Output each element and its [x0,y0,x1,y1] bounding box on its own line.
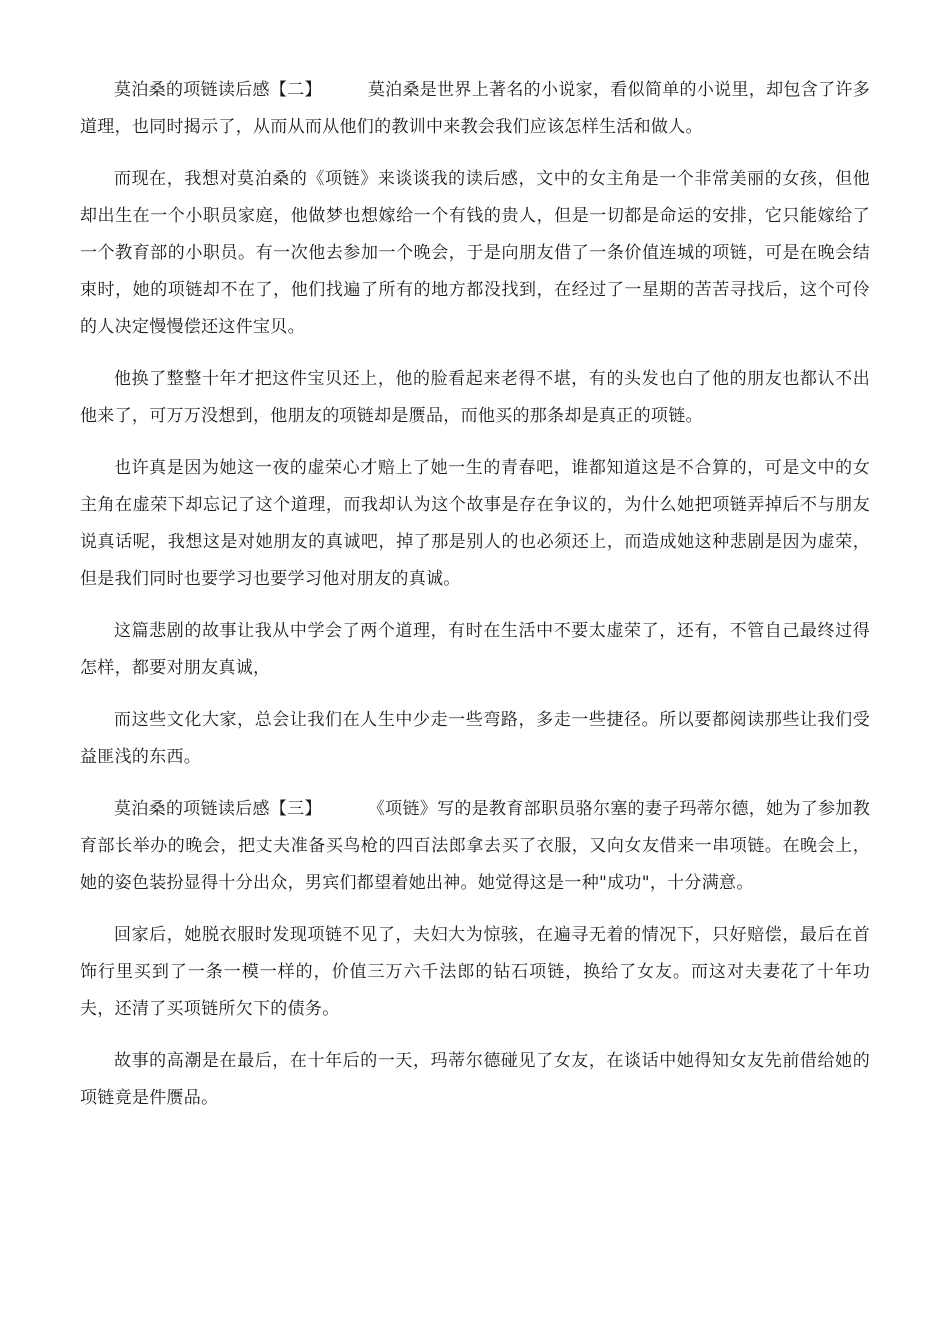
paragraph [80,450,870,598]
document-page [80,72,870,1132]
paragraph-text: 故事的高潮是在最后，在十年后的一天，玛蒂尔德碰见了女友，在谈话中她得知女友先前借给她的项链竟是件赝品。 [80,1051,870,1108]
paragraph [80,613,870,687]
paragraph [80,161,870,346]
paragraph-text: 莫泊桑是世界上著名的小说家，看似简单的小说里，却包含了许多道理，也同时揭示了，从而从而从他们的教训中来教会我们应该怎样生活和做人。 [80,80,870,137]
paragraph [80,917,870,1028]
paragraph [80,702,870,776]
paragraph-text: 他换了整整十年才把这件宝贝还上，他的脸看起来老得不堪，有的头发也白了他的朋友也都认不出他来了，可万万没想到，他朋友的项链却是赝品，而他买的那条却是真正的项链。 [80,369,870,426]
paragraph-text: 回家后，她脱衣服时发现项链不见了，夫妇大为惊骇，在遍寻无着的情况下，只好赔偿，最后在首饰行里买到了一条一模一样的，价值三万六千法郎的钻石项链，换给了女友。而这对夫妻花了十年功夫，还清了买项链所欠下的债务。 [80,925,870,1019]
paragraph [80,361,870,435]
paragraph [80,1043,870,1117]
paragraph-text: 而现在，我想对莫泊桑的《项链》来谈谈我的读后感，文中的女主角是一个非常美丽的女孩，但他却出生在一个小职员家庭，他做梦也想嫁给一个有钱的贵人，但是一切都是命运的安排，它只能嫁给了一个教育部的小职员。有一次他去参加一个晚会，于是向朋友借了一条价值连城的项链，可是在晚会结束时，她的项链却不在了，他们找遍了所有的地方都没找到，在经过了一星期的苦苦寻找后，这个可伶的人决定慢慢偿还这件宝贝。 [80,169,870,337]
paragraph-essay-three-intro [80,791,870,902]
paragraph-text: 而这些文化大家，总会让我们在人生中少走一些弯路，多走一些捷径。所以要都阅读那些让我们受益匪浅的东西。 [80,710,870,767]
paragraph-text: 这篇悲剧的故事让我从中学会了两个道理，有时在生活中不要太虚荣了，还有，不管自己最终过得怎样，都要对朋友真诚， [80,621,870,678]
section-heading-three: 莫泊桑的项链读后感【三】 [114,799,322,819]
paragraph-essay-two-intro [80,72,870,146]
paragraph-text: 《项链》写的是教育部职员骆尔塞的妻子玛蒂尔德，她为了参加教育部长举办的晚会，把丈夫准备买鸟枪的四百法郎拿去买了衣服，又向女友借来一串项链。在晚会上，她的姿色装扮显得十分出众，男宾们都望着她出神。她觉得这是一种"成功"，十分满意。 [80,799,870,893]
paragraph-text: 也许真是因为她这一夜的虚荣心才赔上了她一生的青春吧，谁都知道这是不合算的，可是文中的女主角在虚荣下却忘记了这个道理，而我却认为这个故事是存在争议的，为什么她把项链弄掉后不与朋友说真话呢，我想这是对她朋友的真诚吧，掉了那是别人的也必须还上，而造成她这种悲剧是因为虚荣，但是我们同时也要学习也要学习他对朋友的真诚。 [80,458,870,589]
section-heading-two: 莫泊桑的项链读后感【二】 [114,80,322,100]
